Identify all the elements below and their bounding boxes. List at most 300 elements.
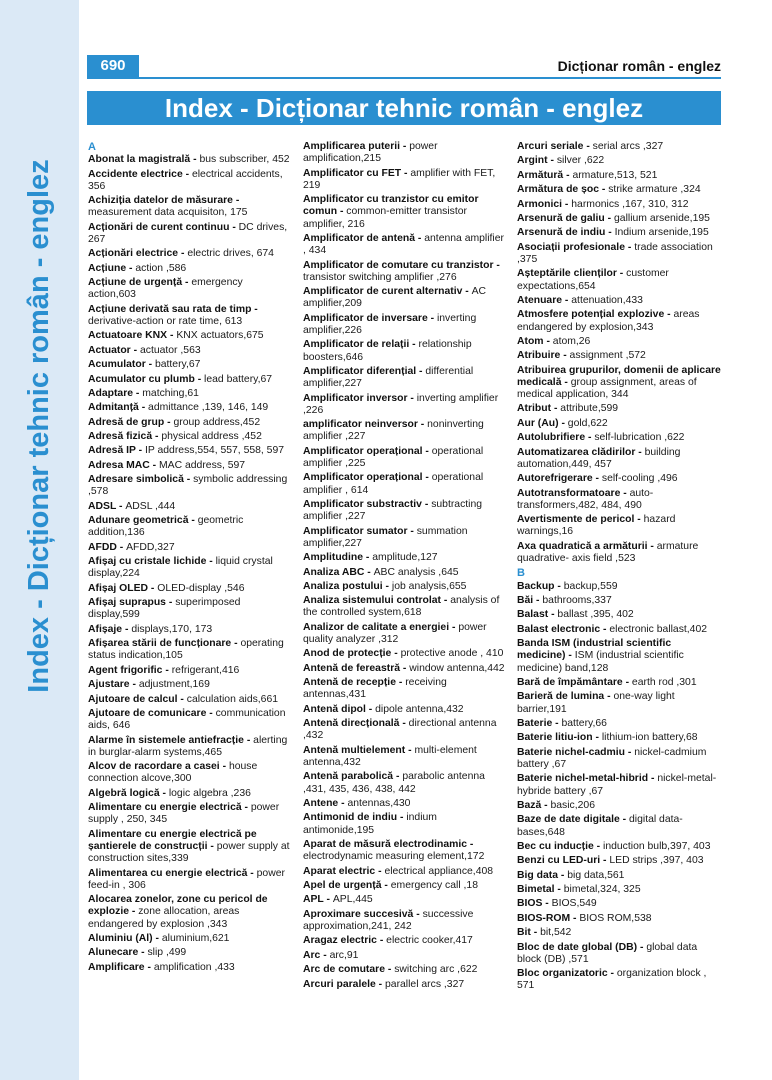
index-entry: [88, 556, 293, 580]
entry-separator: -: [542, 898, 552, 910]
entry-separator: -: [323, 894, 333, 906]
entry-term: Armătura de șoc: [517, 184, 599, 196]
entry-definition: successive approximation,241, 242: [303, 908, 474, 932]
index-entry: [303, 663, 508, 675]
entry-term: Amplificator cu tranzistor cu emitor comun: [303, 194, 479, 218]
entry-term: Adresă IP: [88, 445, 136, 457]
entry-definition: liquid crystal display,224: [88, 556, 273, 580]
index-entry: [517, 514, 722, 538]
entry-term: Antenă multielement: [303, 744, 406, 756]
entry-definition: OLED-display ,546: [157, 582, 245, 594]
entry-term: Autorefrigerare: [517, 473, 593, 485]
entry-term: Bit: [517, 927, 531, 939]
entry-term: Adresă de grup: [88, 416, 165, 428]
entry-separator: -: [421, 498, 432, 510]
index-entry: [517, 184, 722, 196]
entry-definition: antenna amplifier , 434: [303, 232, 504, 257]
index-entry: [517, 677, 722, 689]
index-entry: [517, 199, 722, 211]
entry-separator: -: [162, 664, 172, 676]
entry-term: Analiza postului: [303, 580, 383, 592]
entry-term: Ajustare: [88, 679, 130, 691]
entry-separator: -: [624, 241, 635, 253]
index-entry: [303, 677, 508, 701]
entry-separator: -: [116, 541, 127, 553]
index-entry: [303, 595, 508, 619]
entry-definition: relationship boosters,646: [303, 339, 472, 363]
index-entry: [517, 814, 722, 838]
entry-separator: -: [548, 609, 558, 621]
index-entry: [517, 718, 722, 730]
index-entry: [303, 950, 508, 962]
index-entry: [517, 927, 722, 939]
entry-term: Avertismente de pericol: [517, 514, 635, 526]
entry-separator: -: [164, 416, 174, 428]
entry-term: Antenă de fereastră: [303, 662, 401, 674]
entry-definition: logic algebra ,236: [168, 787, 251, 799]
index-entry: [88, 947, 293, 959]
index-entry: [88, 417, 293, 429]
entry-definition: assignment ,572: [569, 350, 646, 362]
index-entry: [88, 154, 293, 166]
index-entry: [88, 248, 293, 260]
entry-definition: one-way light barrier,191: [517, 691, 675, 715]
entry-definition: parabolic antenna ,431, 435, 436, 438, 442: [303, 771, 485, 795]
entry-separator: -: [467, 839, 474, 850]
entry-term: Backup: [517, 580, 555, 592]
entry-separator: -: [648, 773, 658, 785]
index-entry: [517, 473, 722, 485]
index-entry: [303, 964, 508, 976]
entry-separator: -: [405, 744, 415, 756]
entry-definition: subtracting amplifier ,227: [303, 498, 483, 523]
entry-definition: electronic ballast,402: [609, 623, 708, 635]
entry-definition: silver ,622: [556, 155, 605, 167]
entry-definition: dipole antenna,432: [375, 703, 464, 715]
entry-term: Actuatoare KNX: [88, 330, 168, 342]
entry-term: Big data: [517, 869, 558, 881]
index-entry: [303, 499, 508, 523]
index-entry: [88, 542, 293, 554]
index-entry: [88, 933, 293, 945]
entry-term: Balast electronic: [517, 623, 601, 635]
entry-definition: superimposed display,599: [88, 597, 241, 621]
entry-term: Bară de împământare: [517, 676, 623, 688]
entry-definition: calculation aids,661: [186, 693, 279, 705]
entry-definition: KNX actuators,675: [176, 330, 264, 342]
entry-term: Armătură: [517, 169, 564, 181]
entry-separator: -: [376, 935, 387, 947]
entry-term: Aparat de măsură electrodinamic: [303, 839, 468, 850]
entry-separator: -: [148, 582, 158, 594]
index-entry: [517, 773, 722, 797]
entry-separator: -: [337, 206, 347, 218]
index-entry: [88, 359, 293, 371]
entry-definition: AFDD,327: [126, 541, 175, 553]
entry-definition: directional antenna ,432: [303, 718, 497, 742]
entry-definition: communication aids, 646: [88, 707, 286, 732]
entry-definition: job analysis,655: [391, 580, 467, 592]
entry-separator: -: [182, 277, 192, 289]
entry-definition: power amplification,215: [303, 141, 438, 165]
entry-separator: -: [152, 431, 162, 443]
entry-separator: -: [126, 262, 136, 274]
index-entry: [517, 595, 722, 607]
entry-separator: -: [417, 419, 428, 431]
entry-definition: actuator ,563: [139, 344, 201, 356]
entry-definition: differential amplifier,227: [303, 365, 474, 390]
index-entry: [303, 366, 508, 390]
entry-definition: bimetal,324, 325: [563, 884, 641, 896]
entry-term: Axa quadratică a armăturii: [517, 540, 648, 552]
index-entry: [303, 812, 508, 836]
entry-term: Așteptările clienților: [517, 268, 617, 280]
entry-separator: -: [320, 949, 330, 961]
entry-term: Balast: [517, 609, 549, 621]
entry-separator: -: [551, 403, 561, 415]
entry-definition: lead battery,67: [204, 373, 273, 385]
entry-separator: -: [604, 691, 614, 703]
index-entry: [303, 286, 508, 310]
entry-term: Algebră logică: [88, 787, 160, 799]
index-entry: [517, 336, 722, 348]
index-entry: [303, 567, 508, 579]
entry-separator: -: [133, 387, 143, 399]
entry-separator: -: [129, 906, 139, 918]
entry-definition: bathrooms,337: [542, 595, 612, 607]
index-entry: [517, 800, 722, 812]
entry-separator: -: [547, 155, 557, 167]
entry-definition: measurement data acquisiton, 175: [88, 207, 248, 219]
entry-separator: -: [552, 717, 562, 729]
entry-separator: -: [167, 330, 177, 342]
entry-term: Baterie nichel-metal-hibrid: [517, 773, 649, 785]
entry-term: Arsenură de galiu: [517, 212, 605, 224]
entry-separator: -: [194, 373, 205, 385]
entry-term: Baterie litiu-ion: [517, 732, 593, 744]
index-entry: [88, 624, 293, 636]
entry-separator: -: [138, 402, 149, 414]
entry-term: Aparat electric: [303, 865, 376, 877]
entry-definition: emergency call ,18: [390, 879, 478, 891]
index-entry: [517, 898, 722, 910]
entry-definition: geometric addition,136: [88, 515, 244, 539]
index-entry: [303, 446, 508, 470]
index-entry: [517, 913, 722, 925]
entry-definition: receiving antennas,431: [303, 677, 447, 701]
index-entry: [303, 233, 508, 257]
index-entry: [517, 268, 722, 292]
entry-definition: AC amplifier,209: [303, 286, 487, 310]
entry-term: Atribuirea grupurilor, domenii de aplicare medicală: [517, 364, 721, 388]
entry-separator: -: [462, 286, 472, 298]
entry-definition: backup,559: [563, 580, 618, 592]
entry-definition: lithium-ion battery,68: [601, 732, 698, 744]
entry-definition: noninverting amplifier ,227: [303, 419, 484, 443]
index-entry: [303, 472, 508, 496]
index-entry: [88, 515, 293, 539]
entry-term: Amplificator sumator: [303, 525, 408, 537]
entry-separator: -: [178, 248, 188, 260]
entry-separator: -: [607, 968, 617, 980]
entry-separator: -: [177, 693, 187, 705]
entry-definition: bus subscriber, 452: [199, 154, 290, 166]
entry-separator: -: [407, 392, 417, 404]
entry-separator: -: [145, 359, 155, 371]
entry-term: Afișaj suprapus: [88, 597, 166, 609]
index-entry: [303, 194, 508, 231]
entry-term: Alarme în sistemele antiefracție: [88, 734, 244, 746]
header-rule: [87, 77, 721, 79]
entry-term: Aragaz electric: [303, 935, 377, 947]
entry-separator: -: [441, 595, 451, 607]
entry-definition: serial arcs ,327: [592, 141, 664, 152]
entry-term: Aproximare succesivă: [303, 908, 414, 920]
entry-definition: areas endangered by explosion,343: [517, 309, 700, 333]
entry-definition: IP address,554, 557, 558, 597: [144, 445, 285, 457]
entry-term: Adaptare: [88, 387, 134, 399]
entry-separator: -: [604, 212, 615, 224]
entry-definition: big data,561: [567, 869, 625, 881]
index-entry: [88, 431, 293, 443]
entry-definition: matching,61: [142, 387, 199, 399]
vertical-index-title: Index - Dicționar tehnic român - englez: [23, 159, 55, 693]
entry-term: Bloc de date global (DB): [517, 941, 638, 953]
entry-separator: -: [401, 167, 411, 179]
index-entry: [517, 418, 722, 430]
entry-term: Afișarea stării de funcționare: [88, 638, 232, 650]
entry-term: BIOS: [517, 898, 543, 910]
sidebar-band: [0, 0, 79, 1080]
index-entry: [303, 866, 508, 878]
index-entry: [88, 388, 293, 400]
entry-term: ADSL: [88, 500, 117, 512]
entry-separator: -: [251, 303, 258, 315]
index-entry: [517, 968, 722, 992]
entry-separator: -: [622, 676, 632, 688]
entry-definition: bit,542: [540, 927, 572, 939]
entry-definition: amplifier with FET, 219: [303, 167, 496, 191]
entry-term: Benzi cu LED-uri: [517, 855, 601, 867]
index-entry: [517, 365, 722, 402]
index-entry: [88, 679, 293, 691]
entry-term: Accidente electrice: [88, 168, 183, 180]
index-entry: [517, 227, 722, 239]
entry-separator: -: [533, 595, 543, 607]
entry-term: Alcov de racordare a casei: [88, 761, 220, 773]
entry-separator: -: [243, 734, 254, 746]
entry-term: Banda ISM (industrial scientific medicine): [517, 638, 672, 662]
index-entry: [88, 304, 293, 328]
entry-separator: -: [605, 227, 615, 239]
entry-term: Amplitudine: [303, 552, 364, 564]
entry-definition: attribute,599: [560, 403, 619, 415]
index-entry: [303, 718, 508, 742]
entry-separator: -: [375, 865, 385, 877]
entry-definition: adjustment,169: [138, 679, 210, 691]
entry-term: Adunare geometrică: [88, 515, 189, 527]
entry-separator: -: [247, 867, 257, 879]
entry-separator: -: [152, 932, 162, 944]
entry-separator: -: [400, 141, 410, 152]
index-entry: [517, 432, 722, 444]
entry-definition: arc,91: [329, 949, 359, 961]
entry-separator: -: [338, 798, 348, 810]
running-header: Dicționar român - englez: [557, 58, 721, 74]
index-entry: [303, 935, 508, 947]
entry-definition: basic,206: [550, 799, 595, 811]
index-entry: [517, 624, 722, 636]
entry-separator: -: [562, 294, 572, 306]
entry-definition: ISM (industrial scientific medicine) band,128: [517, 650, 684, 674]
entry-definition: alerting in burglar-alarm systems,465: [88, 734, 288, 758]
index-entry: [88, 583, 293, 595]
index-entry: [303, 979, 508, 991]
index-entry: [517, 447, 722, 471]
entry-separator: -: [570, 912, 580, 924]
entry-term: Acționări electrice: [88, 248, 179, 260]
entry-term: Argint: [517, 155, 548, 167]
entry-definition: house connection alcove,300: [88, 761, 258, 785]
index-entry: [88, 665, 293, 677]
entry-definition: indium antimonide,195: [303, 812, 437, 836]
entry-separator: -: [415, 232, 425, 244]
entry-separator: -: [600, 623, 610, 635]
entry-term: amplificator neinversor: [303, 419, 418, 431]
entry-term: Amplificator de antenă: [303, 232, 416, 244]
entry-term: BIOS-ROM: [517, 912, 571, 924]
entry-separator: -: [554, 580, 564, 592]
entry-term: Alunecare: [88, 947, 139, 959]
entry-term: APL: [303, 894, 324, 906]
entry-term: Antenă de recepție: [303, 677, 396, 689]
entry-separator: -: [138, 947, 148, 959]
entry-separator: -: [182, 168, 192, 180]
entry-term: Acumulator cu plumb: [88, 373, 195, 385]
entry-term: Autolubrifiere: [517, 432, 586, 444]
index-entry: [303, 313, 508, 337]
index-entry: [88, 802, 293, 826]
index-entry: [303, 648, 508, 660]
entry-definition: electrical appliance,408: [384, 865, 494, 877]
index-entry: [517, 609, 722, 621]
entry-term: Bază: [517, 799, 542, 811]
index-entry: [303, 798, 508, 810]
entry-term: Amplificator cu FET: [303, 167, 402, 179]
entry-term: Asociații profesionale: [517, 241, 625, 253]
index-entry: [517, 141, 722, 153]
index-entry: [303, 894, 508, 906]
entry-definition: auto-transformers,482, 484, 490: [517, 487, 654, 511]
entry-term: Afișaje: [88, 623, 123, 635]
entry-definition: customer expectations,654: [517, 268, 669, 292]
entry-definition: nickel-metal-hybride battery ,67: [517, 773, 717, 797]
index-entry: [88, 501, 293, 513]
entry-definition: MAC address, 597: [159, 459, 246, 471]
entry-separator: -: [562, 198, 572, 210]
entry-term: Antenă direcțională: [303, 718, 400, 730]
index-entry: [303, 622, 508, 646]
entry-term: Băi: [517, 595, 534, 607]
entry-separator: -: [409, 339, 419, 351]
entry-definition: transistor switching amplifier ,276: [303, 271, 457, 283]
entry-term: Bimetal: [517, 884, 555, 896]
entry-term: AFDD: [88, 541, 117, 553]
index-entry: [303, 419, 508, 443]
entry-definition: gallium arsenide,195: [614, 212, 710, 224]
entry-separator: -: [637, 941, 647, 953]
entry-separator: -: [599, 184, 609, 196]
index-entry: [517, 155, 722, 167]
entry-definition: armature quadrative- axis field ,523: [517, 540, 699, 565]
section-letter: A: [88, 141, 96, 153]
entry-separator: -: [206, 707, 216, 719]
entry-separator: -: [393, 771, 403, 783]
entry-separator: -: [129, 679, 139, 691]
entry-term: Bec cu inducție: [517, 840, 594, 852]
entry-separator: -: [231, 638, 241, 650]
entry-term: Acționări de curent continuu: [88, 221, 230, 233]
entry-term: Acțiune derivată sau rata de timp: [88, 303, 252, 315]
index-entry: [517, 350, 722, 362]
entry-definition: armature,513, 521: [572, 169, 658, 181]
entry-definition: self-cooling ,496: [601, 473, 678, 485]
index-entry: [517, 213, 722, 225]
index-entry: [88, 402, 293, 414]
entry-term: Acumulator: [88, 359, 146, 371]
entry-definition: window antenna,442: [409, 662, 505, 674]
index-column-1: [88, 141, 293, 976]
entry-definition: digital data-bases,648: [517, 814, 683, 838]
entry-definition: DC drives, 267: [88, 221, 288, 245]
index-entry: [517, 732, 722, 744]
index-entry: [303, 339, 508, 363]
index-entry: [88, 169, 293, 193]
entry-term: Aluminiu (Al): [88, 932, 153, 944]
entry-term: Atribut: [517, 403, 552, 415]
entry-separator: -: [593, 840, 604, 852]
index-entry: [303, 526, 508, 550]
entry-term: Afișaj OLED: [88, 582, 149, 594]
entry-separator: -: [422, 445, 432, 457]
entry-term: Amplificator substractiv: [303, 498, 422, 510]
entry-term: Antene: [303, 798, 339, 810]
entry-term: Amplificare: [88, 961, 145, 973]
index-entry: [517, 581, 722, 593]
entry-definition: ADSL ,444: [125, 500, 176, 512]
entry-term: Atom: [517, 335, 544, 347]
index-entry: [88, 788, 293, 800]
entry-term: Arcuri seriale: [517, 141, 584, 152]
entry-separator: -: [634, 514, 644, 526]
entry-separator: -: [399, 718, 409, 730]
entry-definition: building automation,449, 457: [517, 446, 681, 470]
index-entry: [517, 638, 722, 675]
entry-term: Antenă parabolică: [303, 771, 394, 783]
entry-term: Autotransformatoare: [517, 487, 621, 499]
entry-separator: -: [135, 445, 145, 457]
index-entry: [88, 263, 293, 275]
entry-term: Aur (Au): [517, 417, 559, 429]
entry-definition: operating status indication,105: [88, 638, 284, 662]
entry-term: Adresa MAC: [88, 459, 150, 471]
entry-definition: battery,67: [154, 359, 201, 371]
entry-separator: -: [449, 621, 459, 633]
entry-separator: -: [159, 787, 169, 799]
index-entry: [88, 735, 293, 759]
entry-separator: -: [558, 417, 568, 429]
entry-term: Atenuare: [517, 294, 563, 306]
